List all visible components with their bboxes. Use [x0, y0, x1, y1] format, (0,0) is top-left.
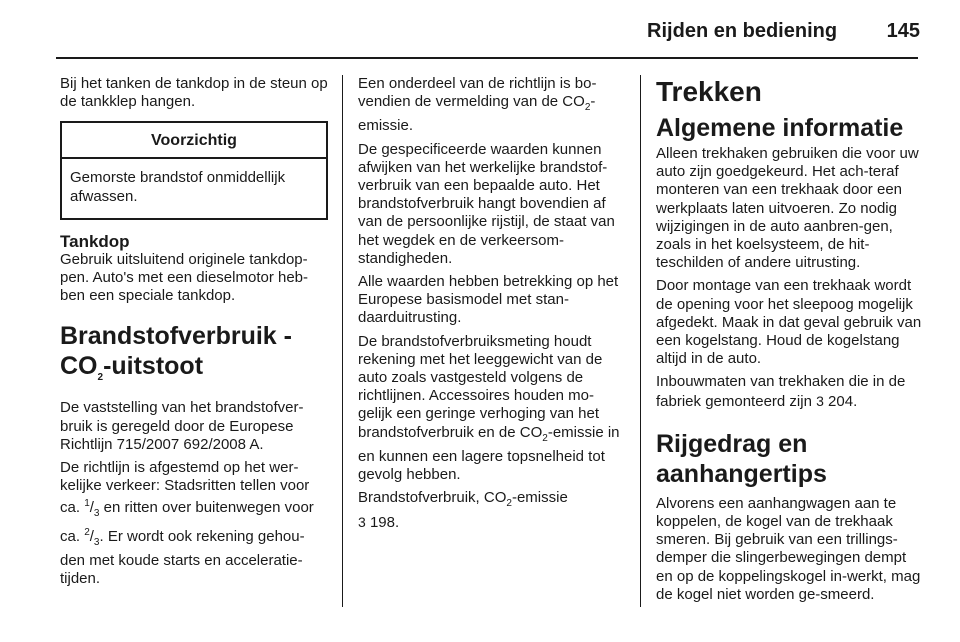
p4-part-a: De brandstofverbruiksmeting houdt rekening met het leeggewicht van de auto zoals vastgesteld volgens de richtlijnen. Accessoires houden mo-gelijk een geringe verhoging van het brandstofverbruik en de CO — [358, 332, 603, 441]
column-divider-2 — [640, 75, 641, 607]
towing-paragraph-2: Door montage van een trekhaak wordt de opening voor het sleepoog mogelijk afgedekt. Maak in dat geval gebruik van een kogelstang. Houd de kogelstang altijd in de auto. — [656, 277, 922, 368]
fuel-p2-part-c: . Er wordt ook rekening gehou-den met koude starts en acceleratie-tijden. — [60, 527, 305, 588]
page-reference-link[interactable]: 204. — [823, 392, 858, 410]
fuel-heading-line2: -uitstoot — [103, 352, 204, 381]
towing-paragraph-4: Alvorens een aanhangwagen aan te koppelen, de kogel van de trekhaak smeren. Bij gebruik van een trillings-demper die slingerbewegingen dempt en op de koppelingskogel in-werkt, mag de kogel niet worden ge-smeerd. — [656, 494, 921, 603]
fuel-paragraph-1: De vaststelling van het brandstofver-bruik is geregeld door de Europese Richtlijn 715/2007 692/2008 A. — [60, 399, 304, 453]
towing-paragraph-1: Alleen trekhaken gebruiken die voor uw auto zijn goedgekeurd. Het ach-teraf monteren van een trekhaak door een werkplaats laten uitvoeren. Zo nodig wijzigingen in de auto aanbren-gen, zoals in het koelsysteem, de hit-teschilden of andere uitrusting. — [656, 145, 919, 272]
fuel-paragraph-2: De richtlijn is afgestemd op het wer-kelijke verkeer: Stadsritten tellen voor ca. $^1/_3$ en ritten over buitenwegen voor ca. $^2/_3$. Er wordt ook rekening gehou-den met koude starts en acceleratie-tijden. — [60, 459, 314, 588]
fraction-1-numerator: 1 — [84, 498, 90, 510]
driving-tips-line2: aanhangertips — [656, 459, 827, 488]
intro-paragraph: Bij het tanken de tankdop in de steun op de tankklep hangen. — [60, 75, 328, 111]
header-title: Rijden en bediening — [647, 20, 838, 42]
page-reference-link[interactable]: 198. — [365, 514, 400, 532]
driving-tips-heading — [656, 429, 924, 489]
p3-part-a: Inbouwmaten van trekhaken die in de fabriek gemonteerd zijn — [656, 373, 906, 410]
fuel-p2-part-b: en ritten over buitenwegen voor ca. — [60, 499, 314, 545]
p5-part-a: Brandstofverbruik, CO — [358, 489, 507, 507]
p1-sub: 2 — [584, 102, 591, 114]
fuel-heading-co: CO — [60, 352, 98, 381]
p5-sub: 2 — [506, 498, 512, 510]
directive-paragraph-1 — [358, 75, 626, 136]
caution-text: Gemorste brandstof onmiddellijk afwassen. — [70, 169, 286, 205]
towing-paragraph-3 — [656, 373, 924, 410]
fuel-heading-sub: 2 — [97, 372, 104, 384]
directive-paragraph-5 — [358, 489, 626, 532]
directive-paragraph-3: Alle waarden hebben betrekking op het Europese basismodel met stan-daarduitrusting. — [358, 273, 619, 327]
p4-sub: 2 — [542, 432, 548, 444]
page-reference-icon: 3 — [816, 392, 824, 409]
driving-tips-line1: Rijgedrag en — [656, 429, 808, 458]
caution-box — [60, 121, 328, 219]
fuel-consumption-heading — [60, 321, 328, 393]
fraction-1-denominator: 3 — [93, 508, 100, 520]
p1-part-a: Een onderdeel van de richtlijn is bo-vendien de vermelding van de CO — [358, 75, 597, 111]
column-divider-1 — [342, 75, 343, 607]
tankdop-heading: Tankdop — [60, 231, 130, 251]
header-rule — [56, 57, 918, 59]
page-header — [647, 20, 920, 43]
directive-paragraph-2: De gespecificeerde waarden kunnen afwijken van het werkelijke brandstof-verbruik van een bepaalde auto. Het brandstofverbruik hangt bovendien af van de persoonlijke rijstijl, de staat van het wegdek en de verkeersom-standigheden. — [358, 140, 615, 267]
fraction-2-numerator: 2 — [84, 526, 90, 538]
tankdop-paragraph: Gebruik uitsluitend originele tankdop-pen. Auto's met een dieselmotor heb-ben een speciale tankdop. — [60, 250, 309, 305]
fuel-p2-part-a: De richtlijn is afgestemd op het wer-kelijke verkeer: Stadsritten tellen voor ca. — [60, 459, 310, 517]
column-3 — [656, 75, 924, 609]
towing-heading: Trekken — [656, 76, 762, 107]
p1-part-b: -emissie. — [358, 93, 596, 135]
general-info-heading: Algemene informatie — [656, 114, 904, 142]
directive-paragraph-4 — [358, 333, 626, 485]
caution-title: Voorzichtig — [62, 123, 326, 159]
column-1 — [60, 75, 328, 593]
p5-part-b: -emissie — [511, 489, 568, 507]
page-reference-icon: 3 — [358, 514, 366, 531]
column-2 — [358, 75, 626, 538]
page-number: 145 — [886, 20, 920, 42]
p4-part-b: -emissie in en kunnen een lagere topsnelheid tot gevolg hebben. — [358, 423, 620, 484]
fuel-heading-line1: Brandstofverbruik - — [60, 322, 292, 351]
fraction-2-denominator: 3 — [93, 536, 100, 548]
